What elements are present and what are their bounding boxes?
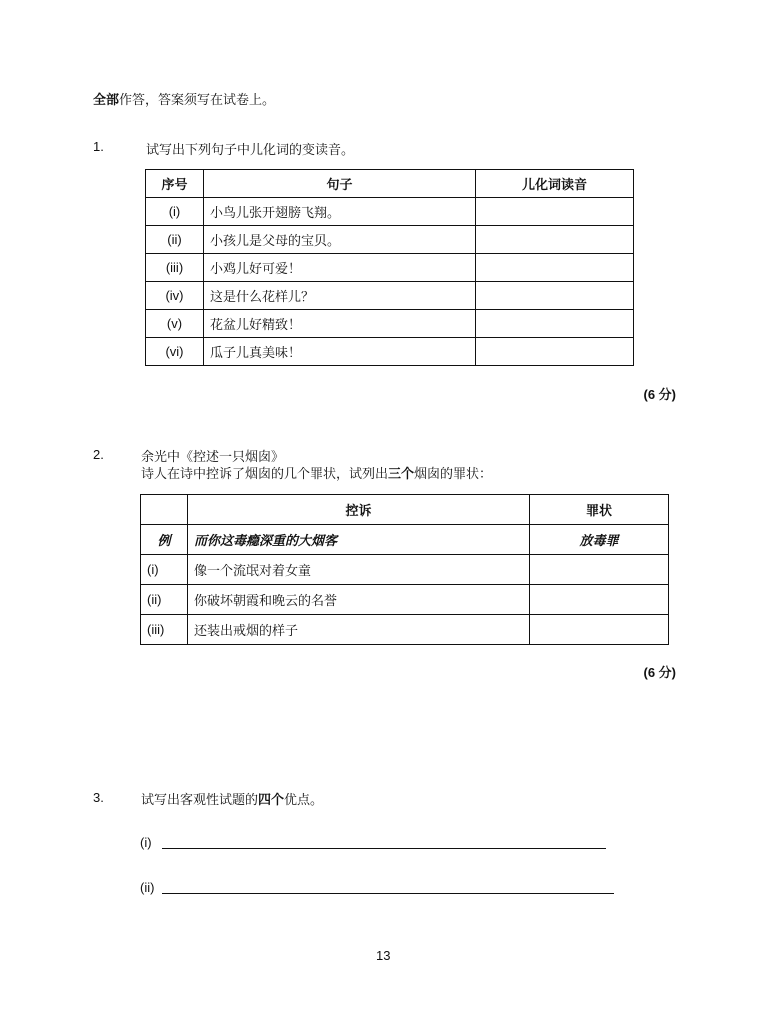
row-num: (iv): [146, 282, 204, 310]
q3-prompt-post: 优点。: [284, 793, 324, 808]
q2-number: 2.: [93, 447, 104, 462]
crime-cell[interactable]: [530, 585, 669, 615]
q1-header-row: [146, 170, 634, 198]
q3-prompt-bold: 四个: [258, 793, 285, 808]
q3-item-1-label: (i): [140, 835, 152, 850]
q3-prompt-pre: 试写出客观性试题的: [141, 793, 259, 808]
example-row: [141, 525, 669, 555]
q2-header-row: [141, 495, 669, 525]
q1-header-num: 序号: [146, 170, 204, 198]
row-num: (ii): [141, 585, 188, 615]
table-row: [146, 254, 634, 282]
q2-score: (6 分): [643, 665, 676, 680]
example-accusation: 而你这毒瘾深重的大烟客: [188, 525, 530, 555]
instruction: [93, 89, 275, 108]
answer-cell[interactable]: [476, 226, 634, 254]
q1-score: (6 分): [643, 387, 676, 402]
q1-table: [145, 169, 634, 366]
crime-cell[interactable]: [530, 555, 669, 585]
instruction-bold: 全部: [93, 93, 120, 108]
q2-line2-post: 烟囱的罪状：: [414, 467, 493, 482]
table-row: [146, 282, 634, 310]
row-num: (iii): [141, 615, 188, 645]
table-row: [141, 555, 669, 585]
row-num: (i): [146, 198, 204, 226]
q1-header-answer: 儿化词读音: [476, 170, 634, 198]
table-row: [141, 585, 669, 615]
row-sentence: 小鸡儿好可爱！: [204, 254, 476, 282]
row-num: (ii): [146, 226, 204, 254]
q3-item-2: [140, 880, 154, 895]
q3-prompt: [141, 789, 323, 808]
q2-line2: [141, 463, 492, 482]
row-sentence: 小鸟儿张开翅膀飞翔。: [204, 198, 476, 226]
row-accusation: 像一个流氓对着女童: [188, 555, 530, 585]
table-row: [141, 615, 669, 645]
crime-cell[interactable]: [530, 615, 669, 645]
row-accusation: 你破坏朝霞和晚云的名誉: [188, 585, 530, 615]
q2-table: [140, 494, 669, 645]
q1-number: 1.: [93, 139, 104, 154]
q3-item-1: [140, 835, 152, 850]
row-sentence: 瓜子儿真美味！: [204, 338, 476, 366]
example-label: 例: [141, 525, 188, 555]
q1-prompt: 试写出下列句子中儿化词的变读音。: [146, 143, 355, 158]
q3-item-2-label: (ii): [140, 880, 155, 895]
answer-cell[interactable]: [476, 198, 634, 226]
row-accusation: 还装出戒烟的样子: [188, 615, 530, 645]
q3-number: 3.: [93, 790, 104, 805]
row-num: (v): [146, 310, 204, 338]
instruction-text: 作答，答案须写在试卷上。: [119, 93, 276, 108]
row-sentence: 小孩儿是父母的宝贝。: [204, 226, 476, 254]
row-num: (iii): [146, 254, 204, 282]
answer-cell[interactable]: [476, 310, 634, 338]
q2-header-num: [141, 495, 188, 525]
answer-line-2[interactable]: [162, 881, 614, 894]
q1-header-sentence: 句子: [204, 170, 476, 198]
answer-cell[interactable]: [476, 282, 634, 310]
answer-line-1[interactable]: [162, 836, 606, 849]
q2-header-accusation: 控诉: [188, 495, 530, 525]
row-sentence: 花盆儿好精致！: [204, 310, 476, 338]
table-row: [146, 198, 634, 226]
answer-cell[interactable]: [476, 254, 634, 282]
row-sentence: 这是什么花样儿？: [204, 282, 476, 310]
q2-line2-bold: 三个: [388, 467, 415, 482]
q2-header-crime: 罪状: [530, 495, 669, 525]
example-crime: 放毒罪: [530, 525, 669, 555]
q2-line2-pre: 诗人在诗中控诉了烟囱的几个罪状，试列出: [141, 467, 389, 482]
table-row: [146, 226, 634, 254]
table-row: [146, 310, 634, 338]
q2-line1: 余光中《控述一只烟囱》: [141, 450, 285, 465]
table-row: [146, 338, 634, 366]
answer-cell[interactable]: [476, 338, 634, 366]
row-num: (i): [141, 555, 188, 585]
page-number: 13: [376, 948, 391, 963]
row-num: (vi): [146, 338, 204, 366]
